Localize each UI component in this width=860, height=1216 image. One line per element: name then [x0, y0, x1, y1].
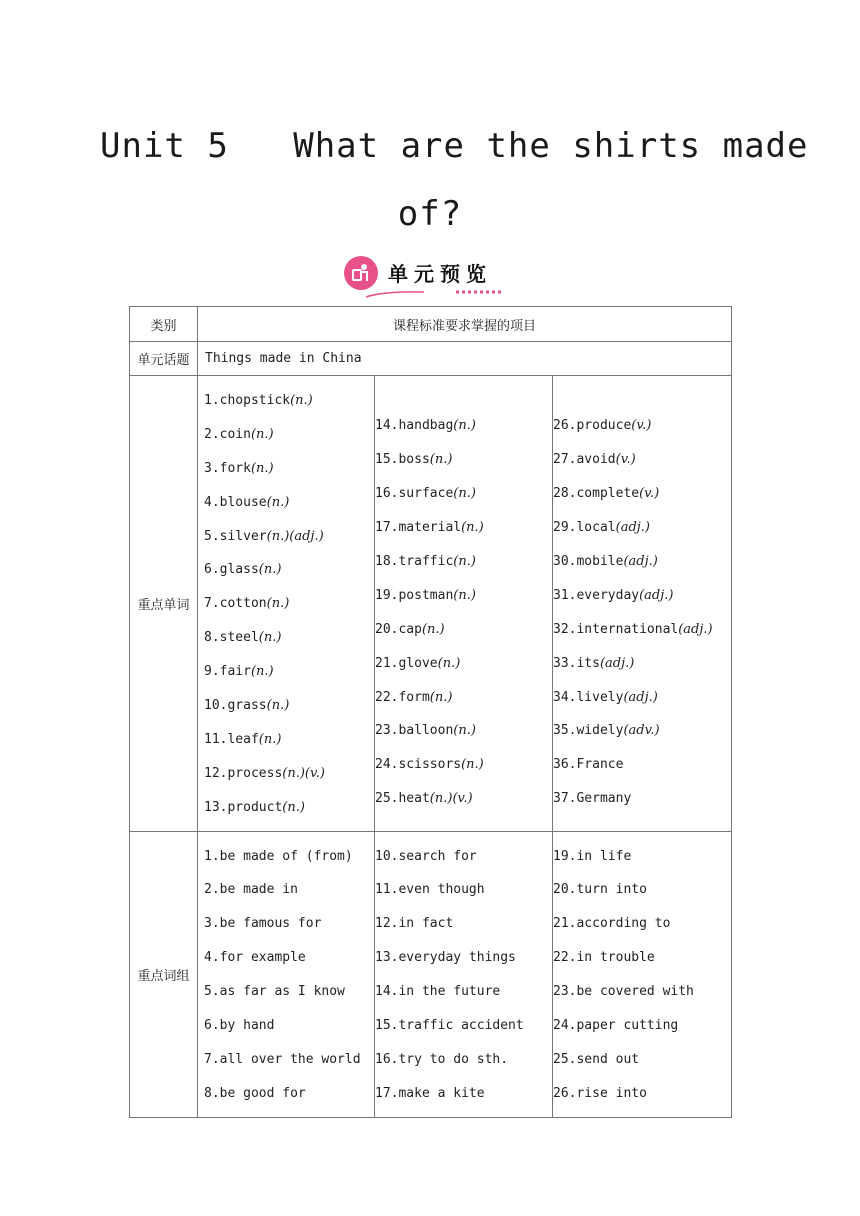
vocab-word: 26.produce [553, 418, 632, 434]
phrases-column-3 [553, 831, 732, 1117]
vocab-word: 15.boss [375, 452, 430, 468]
phrases-row [130, 831, 732, 1117]
phrase-item: 8.be good for [204, 1085, 306, 1101]
vocab-item [375, 579, 552, 613]
vocab-item [553, 511, 731, 545]
part-of-speech: (v.) [615, 452, 636, 468]
phrase-item: 20.turn into [553, 882, 647, 898]
vocab-item [553, 545, 731, 579]
phrase-item: 11.even though [375, 882, 485, 898]
vocab-word: 32.international [553, 621, 679, 637]
topic-value: Things made in China [198, 342, 732, 376]
part-of-speech: (n.) [453, 418, 476, 434]
vocab-word: 33.its [553, 655, 600, 671]
vocab-word: 17.material [375, 520, 462, 536]
vocab-word: 16.surface [375, 486, 454, 502]
vocab-item [375, 477, 552, 511]
part-of-speech: (n.) [437, 655, 461, 671]
vocab-item [375, 782, 552, 816]
vocab-item [198, 520, 374, 554]
vocab-item [375, 681, 552, 715]
part-of-speech: (n.) [461, 520, 484, 536]
vocab-word: 1.chopstick [204, 393, 291, 408]
phrase-item: 7.all over the world [204, 1051, 361, 1067]
vocab-item [553, 647, 731, 681]
vocab-word: 23.balloon [375, 723, 454, 739]
vocab-word: 4.blouse [204, 494, 267, 510]
vocab-word: 10.grass [204, 698, 267, 714]
page-title [100, 112, 809, 248]
vocab-word: 27.avoid [553, 452, 616, 468]
vocab-item [198, 757, 374, 791]
topic-category: 单元话题 [130, 342, 198, 376]
part-of-speech: (n.) [453, 486, 476, 502]
part-of-speech: (n.) [250, 460, 274, 476]
phrase-item: 21.according to [553, 916, 671, 932]
phrase-item: 2.be made in [204, 882, 298, 898]
part-of-speech: (n.) [453, 554, 476, 569]
vocab-word: 12.process [204, 765, 283, 781]
vocab-item [375, 545, 552, 579]
phrase-item: 10.search for [375, 848, 477, 864]
vocab-word: 29.local [553, 520, 616, 536]
vocab-word: 14.handbag [375, 418, 454, 434]
vocab-word: 3.fork [204, 460, 251, 476]
part-of-speech: (v.) [631, 418, 652, 434]
vocab-word: 9.fair [204, 664, 251, 680]
vocab-item [375, 613, 552, 647]
phrases-column-1 [198, 831, 375, 1117]
part-of-speech: (n.) [461, 757, 484, 773]
phrase-item: 19.in life [553, 848, 632, 864]
vocab-item [198, 452, 374, 486]
part-of-speech: (v.) [639, 486, 660, 502]
phrase-item: 13.everyday things [375, 950, 516, 966]
phrase-item: 24.paper cutting [553, 1018, 679, 1034]
vocab-item [375, 647, 552, 681]
vocab-word: 24.scissors [375, 757, 462, 773]
vocab-item [198, 621, 374, 655]
part-of-speech: (adj.) [678, 621, 713, 637]
part-of-speech: (n.) [250, 426, 274, 442]
phrase-item: 4.for example [204, 950, 306, 966]
vocab-item [553, 782, 731, 816]
part-of-speech: (adj.) [639, 587, 674, 603]
words-row [130, 376, 732, 832]
part-of-speech: (n.) [266, 494, 290, 510]
words-column-3 [553, 376, 732, 832]
vocab-item [198, 723, 374, 757]
phrase-item: 15.traffic accident [375, 1018, 524, 1034]
part-of-speech: (n.) [266, 596, 290, 612]
vocab-item [553, 613, 731, 647]
part-of-speech: (adj.) [623, 689, 658, 705]
vocab-item [375, 714, 552, 748]
vocab-word: 22.form [375, 689, 430, 705]
part-of-speech: (n.)(adj.) [266, 528, 324, 544]
part-of-speech: (adj.) [599, 655, 635, 671]
part-of-speech: (adv.) [623, 723, 660, 739]
vocab-word: 34.lively [553, 689, 624, 705]
vocab-word: 31.everyday [553, 587, 640, 603]
phrase-item: 22.in trouble [553, 950, 655, 966]
vocab-word: 18.traffic [375, 554, 454, 569]
part-of-speech: (n.) [282, 799, 305, 815]
vocab-item [375, 409, 552, 443]
part-of-speech: (n.) [258, 731, 282, 747]
phrase-item: 5.as far as I know [204, 984, 345, 1000]
vocab-item [198, 689, 374, 723]
phrase-item: 17.make a kite [375, 1085, 485, 1101]
phrase-item: 6.by hand [204, 1018, 275, 1034]
vocab-word: 35.widely [553, 723, 624, 739]
vocab-item [553, 409, 731, 443]
vocab-word: 28.complete [553, 486, 640, 502]
part-of-speech: (n.) [453, 587, 476, 603]
words-category: 重点单词 [130, 376, 198, 832]
section-banner [344, 252, 514, 296]
vocab-word: 2.coin [204, 426, 251, 442]
part-of-speech: (n.) [266, 698, 290, 714]
phrase-item: 16.try to do sth. [375, 1051, 509, 1067]
vocab-item [375, 443, 552, 477]
words-column-1 [198, 376, 375, 832]
phrase-item: 1.be made of (from) [204, 848, 353, 864]
vocab-word: 19.postman [375, 587, 454, 603]
book-reader-icon [344, 256, 378, 290]
vocab-word: 13.product [204, 799, 283, 815]
vocab-item [553, 477, 731, 511]
banner-label: 单元预览 [388, 262, 492, 286]
part-of-speech: (n.) [258, 562, 282, 578]
part-of-speech: (adj.) [623, 554, 658, 569]
part-of-speech: (n.) [421, 621, 445, 637]
part-of-speech: (adj.) [615, 520, 651, 536]
title-line-1: Unit 5 What are the shirts made [100, 126, 809, 166]
part-of-speech: (n.)(v.) [282, 765, 326, 781]
vocab-item [553, 748, 731, 782]
vocab-word: 30.mobile [553, 554, 624, 569]
banner-underline [364, 290, 504, 298]
vocab-item [198, 486, 374, 520]
part-of-speech: (n.) [429, 452, 453, 468]
vocab-item [198, 418, 374, 452]
vocab-item [375, 511, 552, 545]
vocab-word: 20.cap [375, 621, 422, 637]
vocab-word: 36.France [553, 757, 624, 773]
phrases-category: 重点词组 [130, 831, 198, 1117]
vocab-item [553, 714, 731, 748]
part-of-speech: (n.) [429, 689, 453, 705]
phrase-item: 3.be famous for [204, 916, 322, 932]
part-of-speech: (n.)(v.) [429, 791, 473, 807]
vocab-item [375, 748, 552, 782]
vocab-word: 5.silver [204, 528, 267, 544]
vocab-word: 21.glove [375, 655, 438, 671]
phrases-column-2 [375, 831, 553, 1117]
phrase-item: 23.be covered with [553, 984, 694, 1000]
title-line-2: of? [397, 194, 463, 234]
phrase-item: 25.send out [553, 1051, 640, 1067]
vocab-word: 11.leaf [204, 731, 259, 747]
part-of-speech: (n.) [290, 393, 313, 408]
vocab-item [553, 579, 731, 613]
vocab-item [198, 553, 374, 587]
vocab-word: 8.steel [204, 630, 259, 646]
part-of-speech: (n.) [258, 630, 282, 646]
phrase-item: 26.rise into [553, 1085, 647, 1101]
vocab-word: 25.heat [375, 791, 430, 807]
header-category: 类别 [130, 307, 198, 342]
vocab-item [198, 655, 374, 689]
header-row [130, 307, 732, 342]
vocab-item [553, 443, 731, 477]
words-column-2 [375, 376, 553, 832]
phrase-item: 12.in fact [375, 916, 454, 932]
vocab-item [553, 681, 731, 715]
topic-row [130, 342, 732, 376]
phrase-item: 14.in the future [375, 984, 501, 1000]
vocab-word: 7.cotton [204, 596, 267, 612]
part-of-speech: (n.) [250, 664, 274, 680]
unit-preview-table [129, 306, 732, 1118]
vocab-item [198, 384, 374, 418]
header-content: 课程标准要求掌握的项目 [198, 307, 732, 342]
part-of-speech: (n.) [453, 723, 476, 739]
vocab-word: 37.Germany [553, 791, 632, 807]
vocab-item [198, 587, 374, 621]
vocab-word: 6.glass [204, 562, 259, 578]
vocab-item [198, 791, 374, 825]
